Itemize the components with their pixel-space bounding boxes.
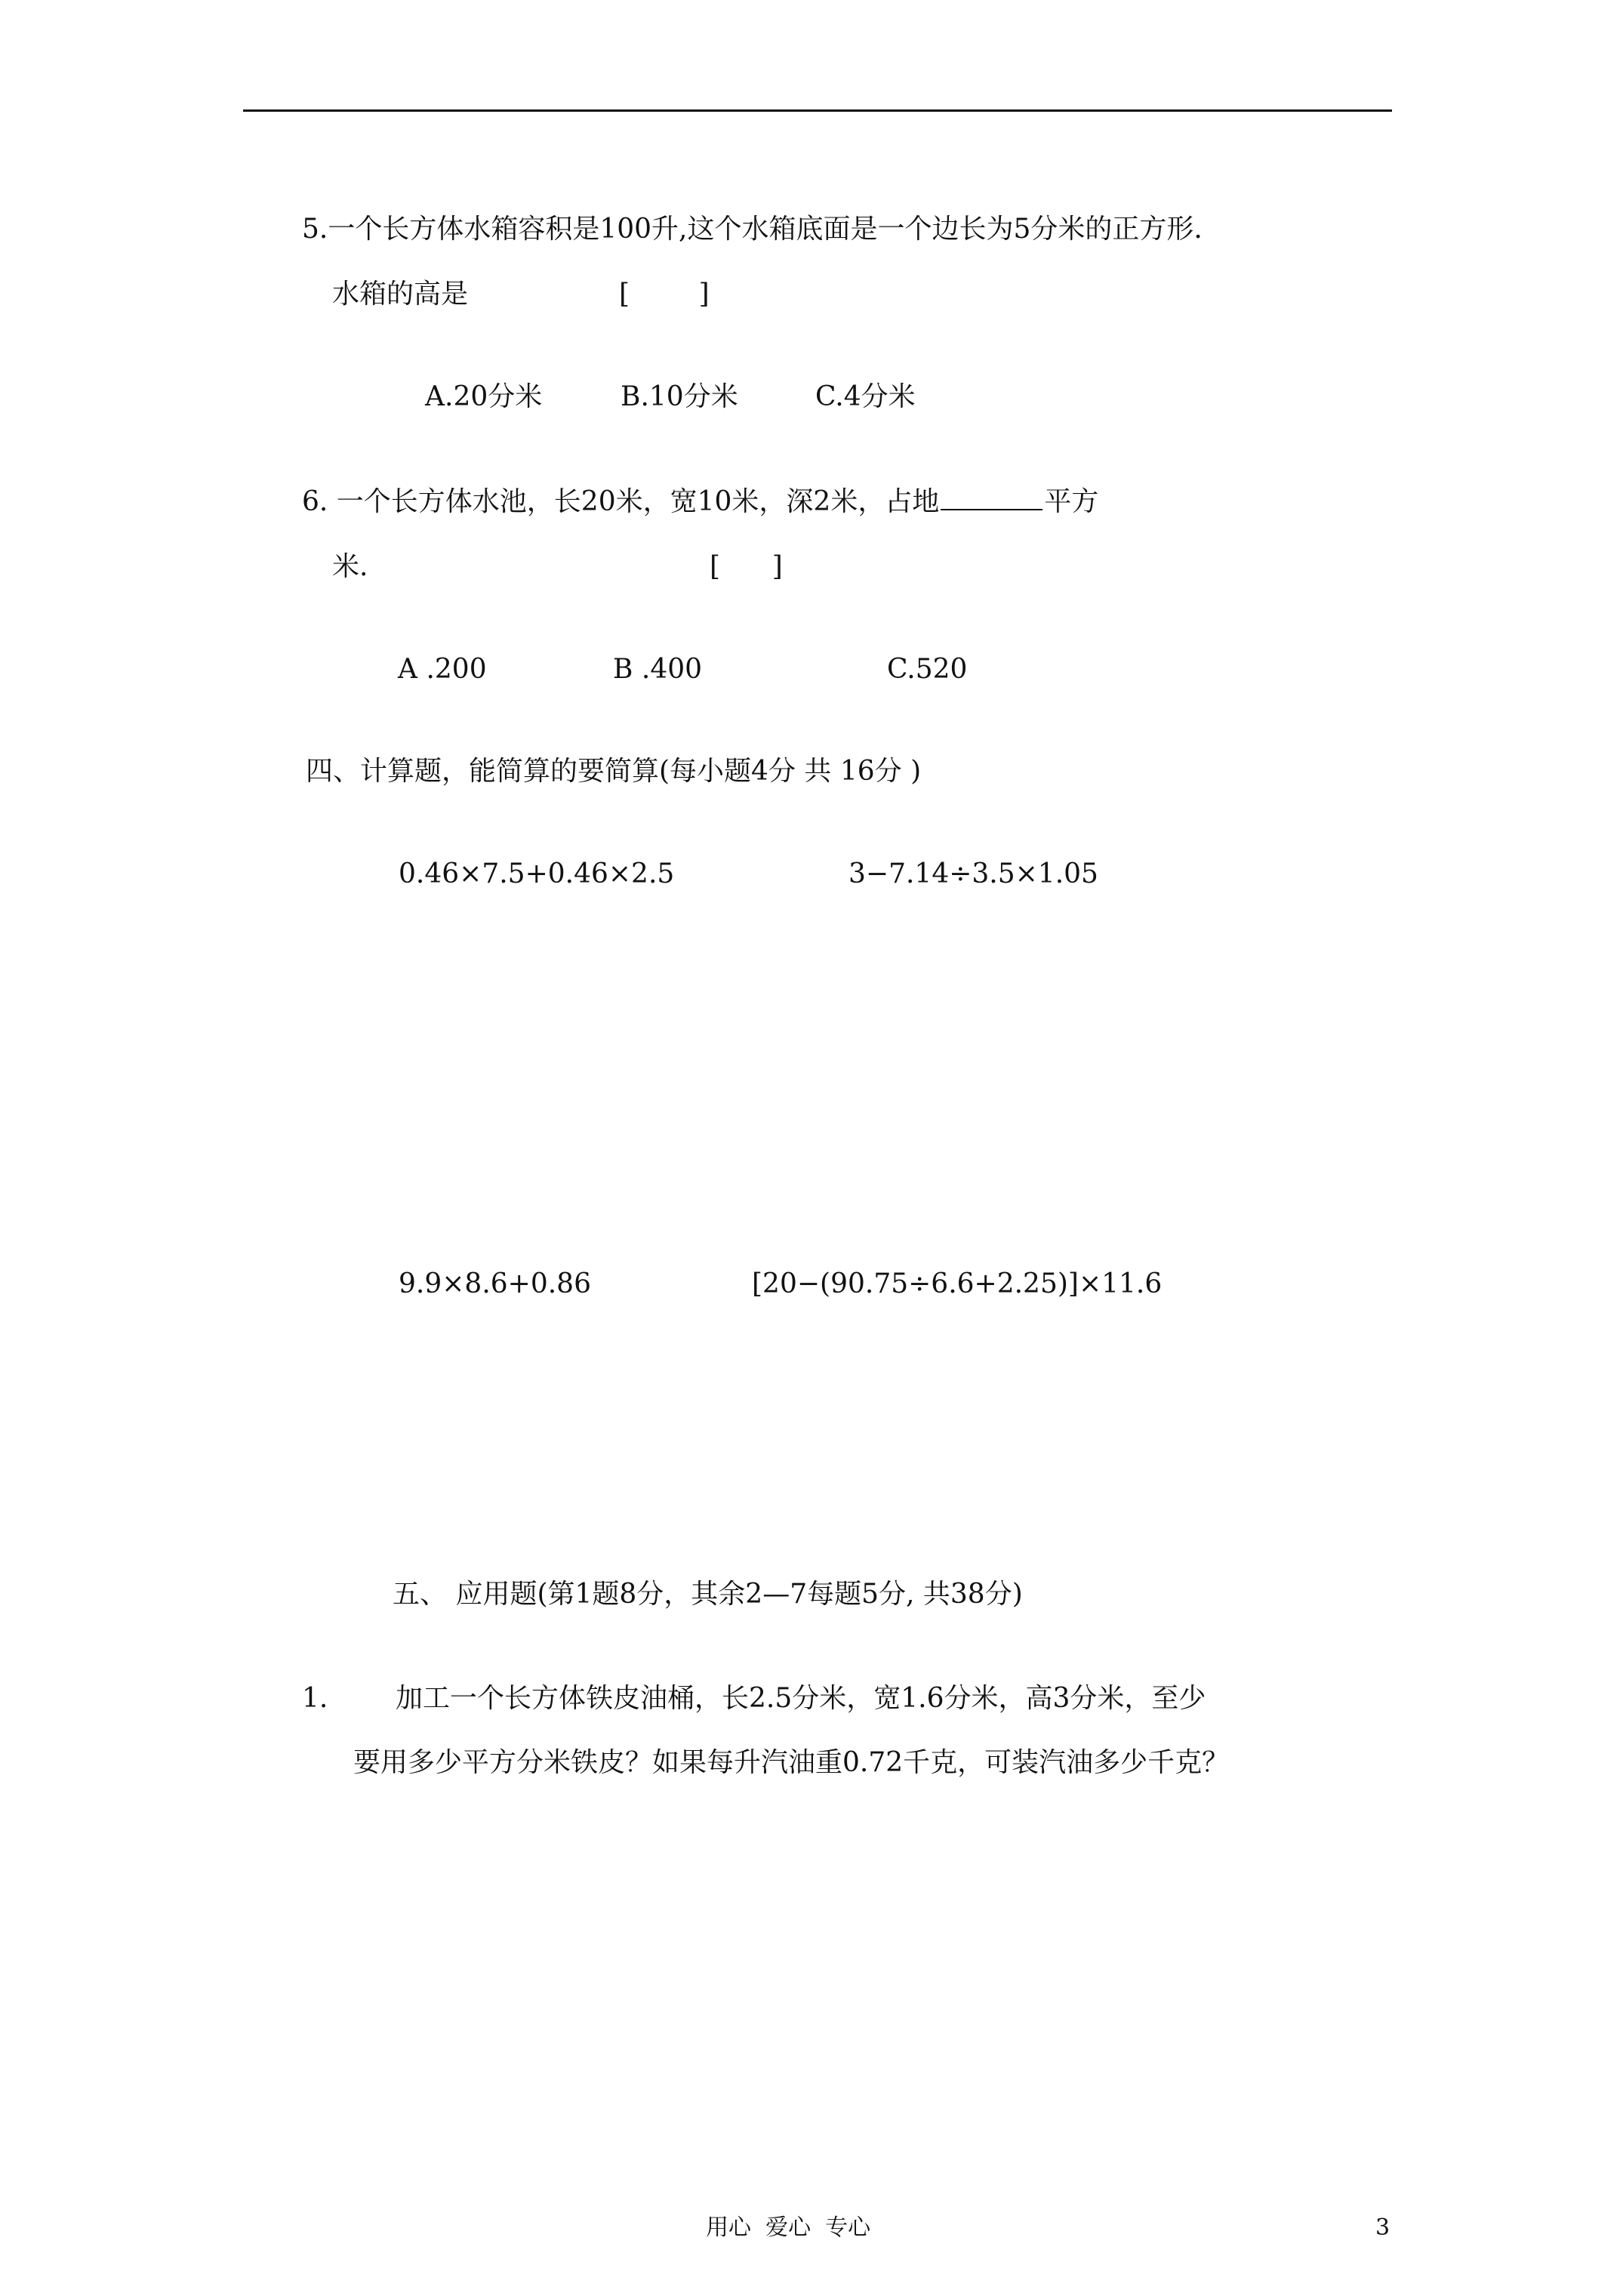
q5-text-line2: 水箱的高是 bbox=[332, 279, 469, 310]
q6-text-line1-start: 6. 一个长方体水池，长20米，宽10米，深2米，占地 bbox=[302, 486, 940, 517]
page-number: 3 bbox=[1375, 2214, 1390, 2241]
q6-option-c: C.520 bbox=[887, 654, 968, 685]
calc-expression-2: 3−7.14÷3.5×1.05 bbox=[848, 858, 1098, 889]
q6-option-a: A .200 bbox=[398, 654, 487, 685]
problem1-text-line1: 加工一个长方体铁皮油桶，长2.5分米，宽1.6分米，高3分米，至少 bbox=[396, 1683, 1206, 1714]
q6-fill-blank bbox=[941, 508, 1042, 510]
q6-text-line2: 米. bbox=[332, 551, 368, 582]
q6-text-line1 bbox=[302, 488, 1098, 516]
calc-expression-3: 9.9×8.6+0.86 bbox=[399, 1268, 591, 1299]
q5-option-a: A.20分米 bbox=[425, 381, 543, 412]
calc-expression-1: 0.46×7.5+0.46×2.5 bbox=[399, 858, 675, 889]
q5-answer-bracket: [ ] bbox=[619, 279, 710, 310]
footer-slogan: 用心 爱心 专心 bbox=[706, 2214, 871, 2241]
q5-option-c: C.4分米 bbox=[815, 381, 916, 412]
problem1-number: 1. bbox=[302, 1683, 328, 1714]
q6-text-line1-end: 平方 bbox=[1044, 486, 1099, 517]
q6-option-b: B .400 bbox=[613, 654, 703, 685]
q5-text-line1: 5.一个长方体水箱容积是100升,这个水箱底面是一个边长为5分米的正方形. bbox=[302, 214, 1203, 245]
section5-heading: 五、 应用题(第1题8分，其余2—7每题5分, 共38分) bbox=[393, 1579, 1023, 1610]
section4-heading: 四、计算题，能简算的要简算(每小题4分 共 16分 ) bbox=[306, 756, 922, 787]
problem1-text-line2: 要用多少平方分米铁皮？如果每升汽油重0.72千克，可装汽油多少千克？ bbox=[353, 1747, 1230, 1778]
q5-option-b: B.10分米 bbox=[621, 381, 738, 412]
calc-expression-4: [20−(90.75÷6.6+2.25)]×11.6 bbox=[752, 1268, 1163, 1299]
q6-answer-bracket: [ ] bbox=[710, 551, 783, 582]
header-rule bbox=[243, 109, 1392, 112]
